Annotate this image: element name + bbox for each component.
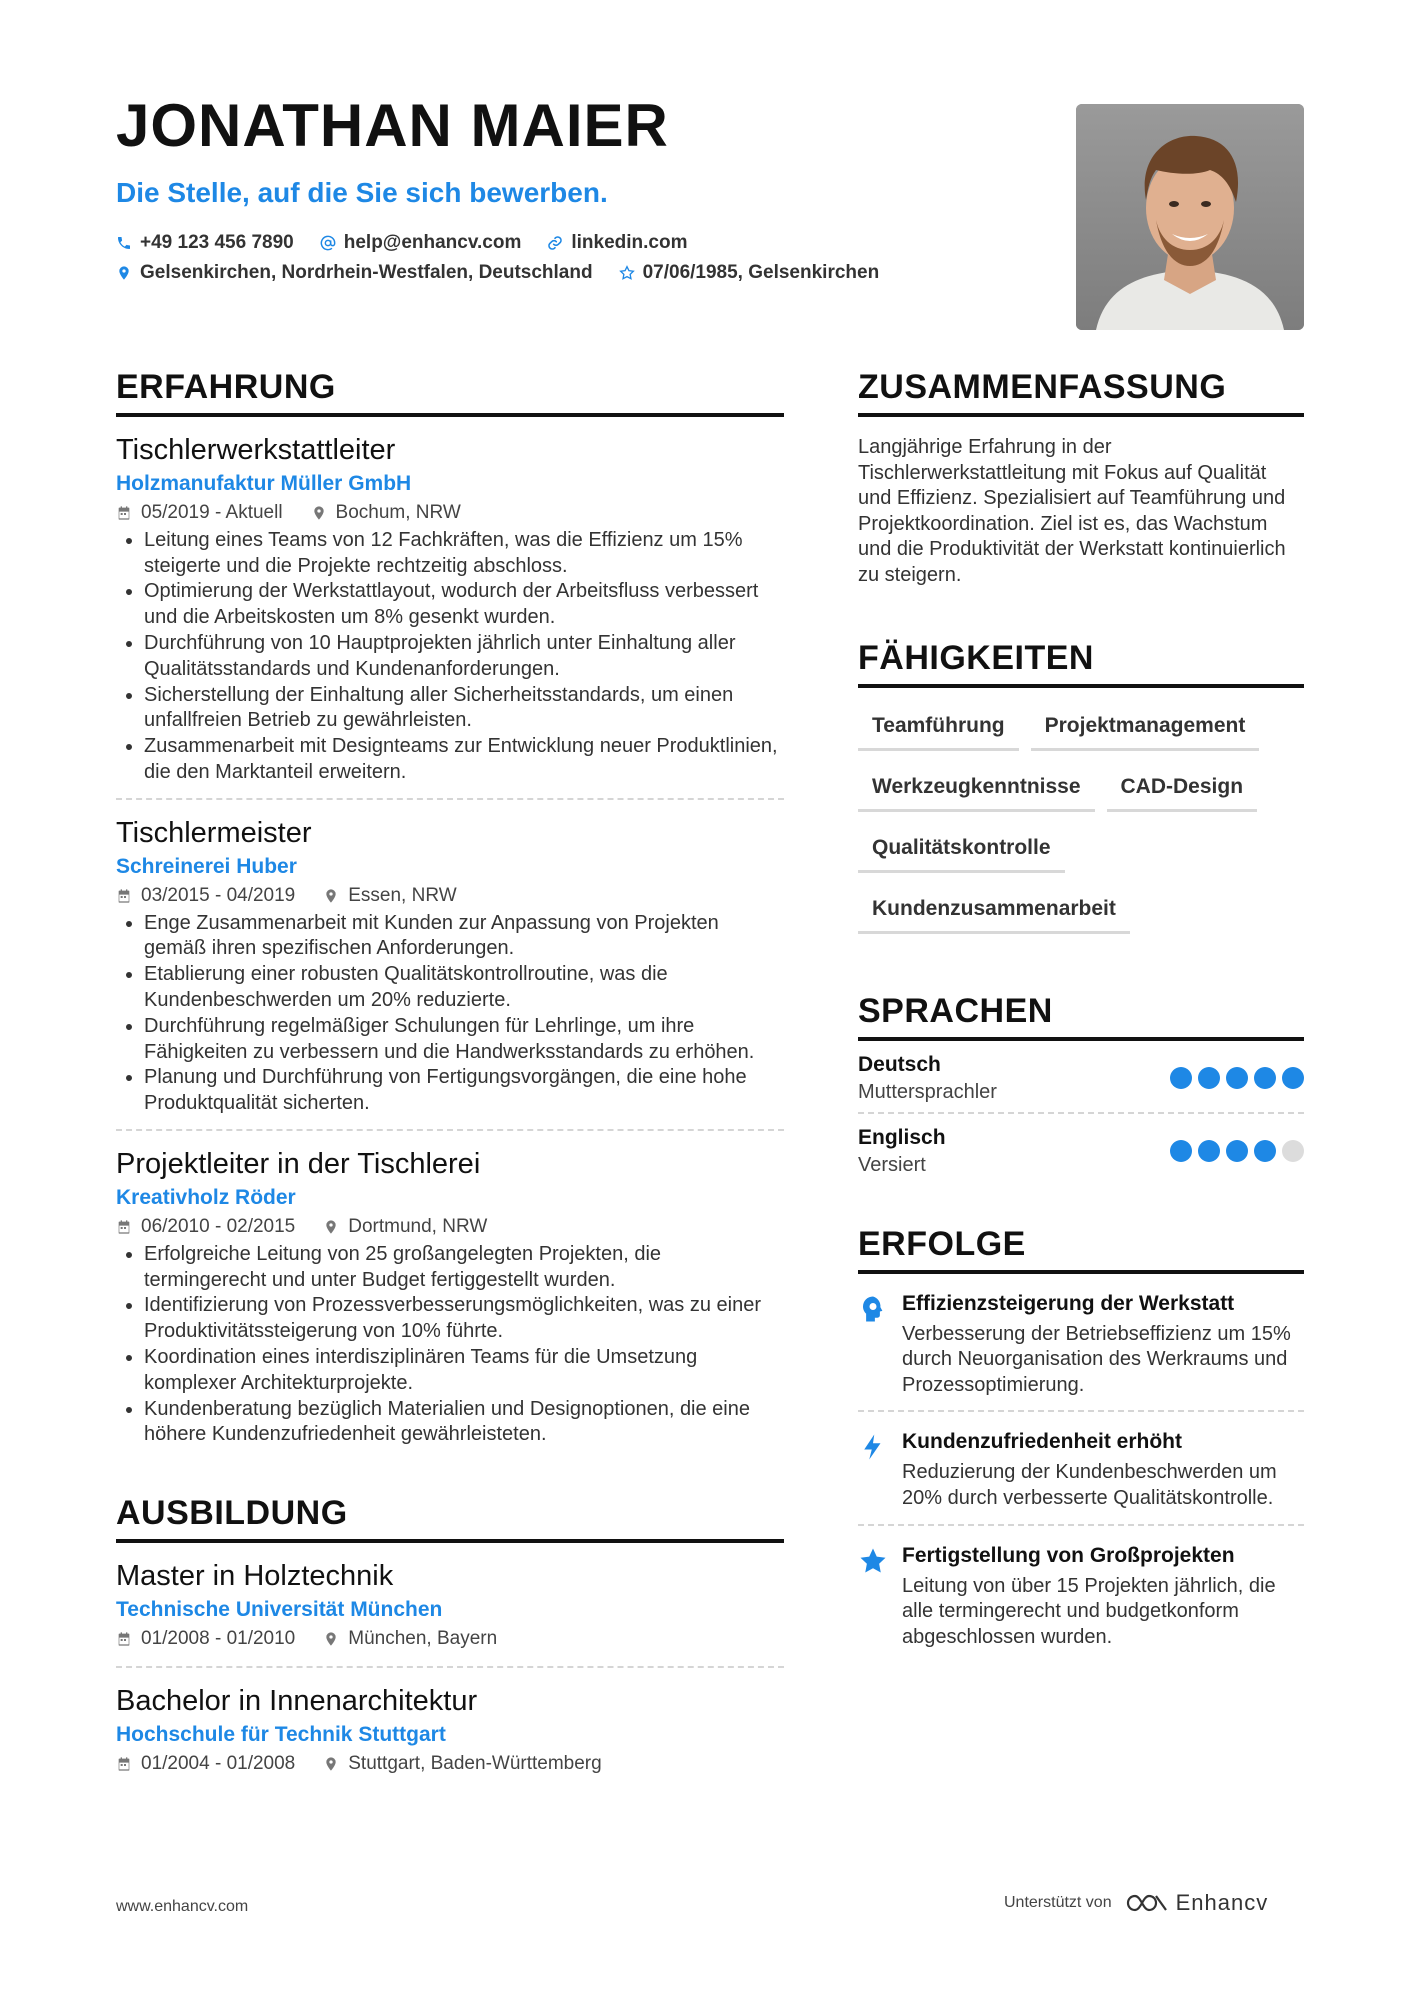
contact-phone[interactable] — [116, 232, 294, 254]
achievement-title: Kundenzufriedenheit erhöht — [902, 1430, 1182, 1454]
job-dates: 03/2015 - 04/2019 — [116, 885, 295, 907]
lightning-icon — [858, 1432, 888, 1462]
calendar-icon — [116, 1219, 132, 1235]
summary-text: Langjährige Erfahrung in der Tischlerwerkstattleitung mit Fokus auf Qualität und Effizienz. Spezialisiert auf Teamführung und Projektkoordination. Ziel ist es, das Wachstum und die Produktivität der Werkstatt kontinuierlich zu steigern. — [858, 436, 1286, 586]
linkedin-text: linkedin.com — [571, 232, 688, 253]
job-bullets — [116, 528, 784, 786]
bullet: • Enge Zusammenarbeit mit Kunden zur Anpassung von Projekten gemäß ihren spezifischen Anforderungen. — [144, 911, 784, 963]
star-outline-icon — [619, 265, 635, 281]
language-item — [858, 1041, 1304, 1114]
experience-item — [116, 433, 784, 800]
education-dates: 01/2004 - 01/2008 — [116, 1753, 295, 1775]
achievement-item — [858, 1412, 1304, 1525]
rating-dot — [1170, 1140, 1192, 1162]
footer-powered-by — [1004, 1890, 1268, 1916]
location-pin-icon — [323, 1756, 339, 1772]
star-icon — [858, 1546, 888, 1576]
rating-dot — [1198, 1067, 1220, 1089]
language-level: Muttersprachler — [858, 1080, 997, 1103]
achievements-list — [858, 1274, 1304, 1663]
calendar-icon — [116, 888, 132, 904]
degree-title: Master in Holztechnik — [116, 1560, 394, 1593]
language-name: Deutsch — [858, 1052, 941, 1076]
contact-location — [116, 262, 593, 284]
bullet: • Zusammenarbeit mit Designteams zur Entwicklung neuer Produktlinien, die den Marktanteil erweitern. — [144, 734, 784, 786]
portrait-image — [1076, 104, 1304, 330]
experience-item — [116, 816, 784, 1131]
enhancv-logo-icon — [1124, 1891, 1170, 1915]
languages-list — [858, 1041, 1304, 1185]
company-name: Holzmanufaktur Müller GmbH — [116, 471, 412, 495]
calendar-icon — [116, 505, 132, 521]
location-pin-icon — [323, 888, 339, 904]
rating-dot — [1170, 1067, 1192, 1089]
birth-text: 07/06/1985, Gelsenkirchen — [642, 262, 880, 283]
location-text: Gelsenkirchen, Nordrhein-Westfalen, Deutschland — [140, 262, 593, 283]
achievement-title: Fertigstellung von Großprojekten — [902, 1543, 1235, 1567]
achievement-desc: Leitung von über 15 Projekten jährlich, die alle termingerecht und budgetkonform abgeschlossen wurden. — [902, 1574, 1276, 1648]
skill-tag: Teamführung — [858, 708, 1019, 751]
language-name: Englisch — [858, 1125, 946, 1149]
education-location: Stuttgart, Baden-Württemberg — [323, 1753, 601, 1775]
rating-dot — [1226, 1067, 1248, 1089]
at-icon — [320, 235, 336, 251]
rating-dot — [1198, 1140, 1220, 1162]
left-column — [116, 368, 784, 1797]
languages-heading: SPRACHEN — [858, 992, 1304, 1041]
achievement-title: Effizienzsteigerung der Werkstatt — [902, 1291, 1235, 1315]
education-dates: 01/2008 - 01/2010 — [116, 1628, 295, 1650]
right-column — [858, 368, 1304, 1662]
achievement-desc: Verbesserung der Betriebseffizienz um 15% durch Neuorganisation des Werkraums und Prozessoptimierung. — [902, 1322, 1291, 1396]
job-bullets — [116, 1242, 784, 1448]
job-location: Essen, NRW — [323, 885, 456, 907]
location-pin-icon — [323, 1219, 339, 1235]
language-item — [858, 1114, 1304, 1185]
language-level: Versiert — [858, 1153, 926, 1176]
skill-tag: Projektmanagement — [1031, 708, 1260, 751]
contact-row-2 — [116, 258, 905, 288]
job-dates: 06/2010 - 02/2015 — [116, 1216, 295, 1238]
education-location: München, Bayern — [323, 1628, 497, 1650]
language-rating — [1164, 1140, 1304, 1162]
job-meta — [116, 502, 784, 524]
phone-icon — [116, 235, 132, 251]
calendar-icon — [116, 1631, 132, 1647]
bullet: • Erfolgreiche Leitung von 25 großangelegten Projekten, die termingerecht und unter Budget fertiggestellt wurden. — [144, 1242, 784, 1294]
achievement-desc: Reduzierung der Kundenbeschwerden um 20% durch verbesserte Qualitätskontrolle. — [902, 1461, 1277, 1509]
bullet: • Leitung eines Teams von 12 Fachkräften, was die Effizienz um 15% steigerte und die Projekte rechtzeitig abschloss. — [144, 528, 784, 580]
bullet: • Durchführung regelmäßiger Schulungen für Lehrlinge, um ihre Fähigkeiten zu verbessern und die Handwerksstandards zu erhöhen. — [144, 1014, 784, 1066]
bullet: • Etablierung einer robusten Qualitätskontrollroutine, was die Kundenbeschwerden um 20% reduzierte. — [144, 962, 784, 1014]
bullet: • Identifizierung von Prozessverbesserungsmöglichkeiten, was zu einer Produktivitätssteigerung von 10% führte. — [144, 1293, 784, 1345]
job-title: Projektleiter in der Tischlerei — [116, 1147, 481, 1180]
company-name: Schreinerei Huber — [116, 854, 297, 878]
bullet: • Sicherstellung der Einhaltung aller Sicherheitsstandards, um einen unfallfreien Betrieb zu gewährleisten. — [144, 683, 784, 735]
summary-heading: ZUSAMMENFASSUNG — [858, 368, 1304, 417]
job-dates: 05/2019 - Aktuell — [116, 502, 283, 524]
degree-title: Bachelor in Innenarchitektur — [116, 1684, 478, 1717]
footer-website[interactable]: www.enhancv.com — [116, 1898, 249, 1915]
bullet: • Planung und Durchführung von Fertigungsvorgängen, die eine hohe Produktqualität sicherten. — [144, 1065, 784, 1117]
candidate-name: JONATHAN MAIER — [116, 92, 669, 159]
skills-list — [858, 708, 1304, 952]
profile-photo — [1076, 104, 1304, 330]
link-icon — [547, 235, 563, 251]
experience-list — [116, 433, 784, 1460]
contact-block — [116, 228, 905, 288]
calendar-icon — [116, 1756, 132, 1772]
school-name: Technische Universität München — [116, 1597, 443, 1621]
achievement-item — [858, 1274, 1304, 1413]
job-bullets — [116, 911, 784, 1117]
skill-tag: Qualitätskontrolle — [858, 830, 1065, 873]
job-meta — [116, 885, 784, 907]
contact-row-1 — [116, 228, 905, 258]
school-name: Hochschule für Technik Stuttgart — [116, 1722, 446, 1746]
contact-birth — [619, 262, 880, 284]
education-item — [116, 1559, 784, 1668]
education-item — [116, 1684, 784, 1791]
rating-dot — [1282, 1067, 1304, 1089]
experience-heading: ERFAHRUNG — [116, 368, 784, 417]
location-pin-icon — [311, 505, 327, 521]
rating-dot — [1254, 1140, 1276, 1162]
brand-name: Enhancv — [1175, 1890, 1269, 1915]
bullet: • Optimierung der Werkstattlayout, wodurch der Arbeitsfluss verbessert und die Arbeitskosten um 8% gesenkt wurden. — [144, 579, 784, 631]
job-location: Bochum, NRW — [311, 502, 461, 524]
job-title: Tischlerwerkstattleiter — [116, 434, 396, 466]
powered-by-text: Unterstützt von — [1004, 1894, 1112, 1911]
skill-tag: CAD-Design — [1107, 769, 1258, 812]
job-title: Tischlermeister — [116, 816, 312, 849]
company-name: Kreativholz Röder — [116, 1185, 296, 1209]
skills-heading: FÄHIGKEITEN — [858, 639, 1304, 688]
achievement-item — [858, 1526, 1304, 1663]
bullet: • Koordination eines interdisziplinären Teams für die Umsetzung komplexer Architekturprojekte. — [144, 1345, 784, 1397]
achievements-heading: ERFOLGE — [858, 1225, 1304, 1274]
education-meta — [116, 1753, 784, 1775]
skill-tag: Kundenzusammenarbeit — [858, 891, 1130, 934]
education-list — [116, 1559, 784, 1791]
job-location: Dortmund, NRW — [323, 1216, 487, 1238]
head-gear-icon — [858, 1294, 888, 1324]
education-meta — [116, 1628, 784, 1650]
skill-tag: Werkzeugkenntnisse — [858, 769, 1095, 812]
experience-item — [116, 1147, 784, 1460]
education-heading: AUSBILDUNG — [116, 1494, 784, 1543]
enhancv-logo[interactable] — [1124, 1890, 1269, 1916]
contact-linkedin[interactable] — [547, 232, 687, 254]
bullet: • Kundenberatung bezüglich Materialien und Designoptionen, die eine höhere Kundenzufriedenheit gewährleisteten. — [144, 1397, 784, 1449]
email-text: help@enhancv.com — [343, 232, 522, 253]
job-meta — [116, 1216, 784, 1238]
language-rating — [1164, 1067, 1304, 1089]
rating-dot — [1282, 1140, 1304, 1162]
rating-dot — [1254, 1067, 1276, 1089]
contact-email[interactable] — [320, 232, 522, 254]
location-pin-icon — [323, 1631, 339, 1647]
location-pin-icon — [116, 265, 132, 281]
job-tagline: Die Stelle, auf die Sie sich bewerben. — [116, 177, 608, 208]
rating-dot — [1226, 1140, 1248, 1162]
bullet: • Durchführung von 10 Hauptprojekten jährlich unter Einhaltung aller Qualitätsstandards und Kundenanforderungen. — [144, 631, 784, 683]
phone-text: +49 123 456 7890 — [140, 232, 294, 253]
